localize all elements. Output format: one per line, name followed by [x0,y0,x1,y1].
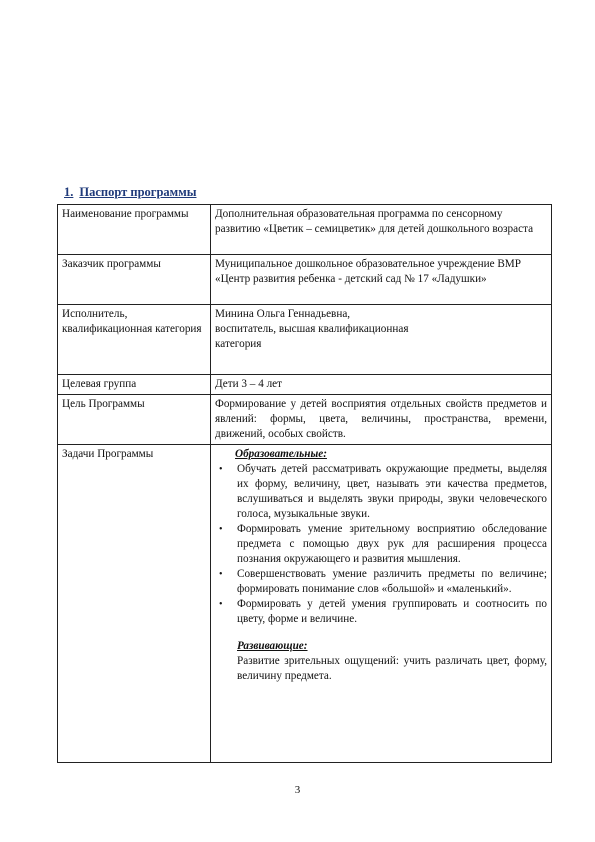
bullet-icon: • [219,569,223,580]
bullet-icon: • [219,524,223,535]
row-key: Целевая группа [58,375,211,395]
list-item [219,597,547,627]
educational-list [215,462,547,627]
row-key: Наименование программы [58,205,211,255]
list-item-text: Обучать детей рассматривать окружающие предметы, выделяя их форму, величину, цвет, называть эти качества предметов, вслушиваться и выделять звуки природы, звуки человеческого голоса, музыкальные звуки. [237,463,547,520]
bullet-icon: • [219,599,223,610]
row-key: Заказчик программы [58,255,211,305]
bullet-icon: • [219,464,223,475]
list-item-text: Формировать умение зрительному восприятию обследование предмета с помощью двух рук для расширения процесса познания окружающего и развития мышления. [237,523,547,565]
list-item [219,522,547,567]
table-row [58,445,552,763]
table-row [58,395,552,445]
value-line: Минина Ольга Геннадьевна, [215,308,351,320]
list-item [219,567,547,597]
section-number: 1. [64,185,74,199]
table-row [58,375,552,395]
tasks-cell [211,445,552,763]
list-item-text: Совершенствовать умение различить предметы по величине; формировать понимание слов «большой» и «маленький». [237,568,547,595]
table-row [58,205,552,255]
table-row [58,305,552,375]
educational-title: Образовательные: [235,448,327,460]
row-key: Исполнитель, квалификационная категория [58,305,211,375]
row-value: Дети 3 – 4 лет [211,375,552,395]
row-value [211,305,552,375]
row-key: Задачи Программы [58,445,211,763]
value-line: воспитатель, высшая квалификационная [215,323,409,335]
row-value: Формирование у детей восприятия отдельных свойств предметов и явлений: формы, цвета, величины, пространства, времени, движений, особых свойств. [211,395,552,445]
list-item-text: Формировать у детей умения группировать и соотносить по цвету, форме и величине. [237,598,547,625]
row-value: Дополнительная образовательная программа по сенсорному развитию «Цветик – семицветик» для детей дошкольного возраста [211,205,552,255]
value-line: категория [215,338,262,350]
row-key: Цель Программы [58,395,211,445]
developmental-title: Развивающие: [237,640,308,652]
section-title: Паспорт программы [79,185,197,199]
list-item [219,462,547,522]
developmental-text: Развитие зрительных ощущений: учить различать цвет, форму, величину предмета. [237,655,547,682]
row-value: Муниципальное дошкольное образовательное учреждение ВМР «Центр развития ребенка - детский сад № 17 «Ладушки» [211,255,552,305]
page-number: 3 [294,784,301,796]
table-row [58,255,552,305]
program-passport-table [57,204,552,763]
section-heading [64,185,196,200]
